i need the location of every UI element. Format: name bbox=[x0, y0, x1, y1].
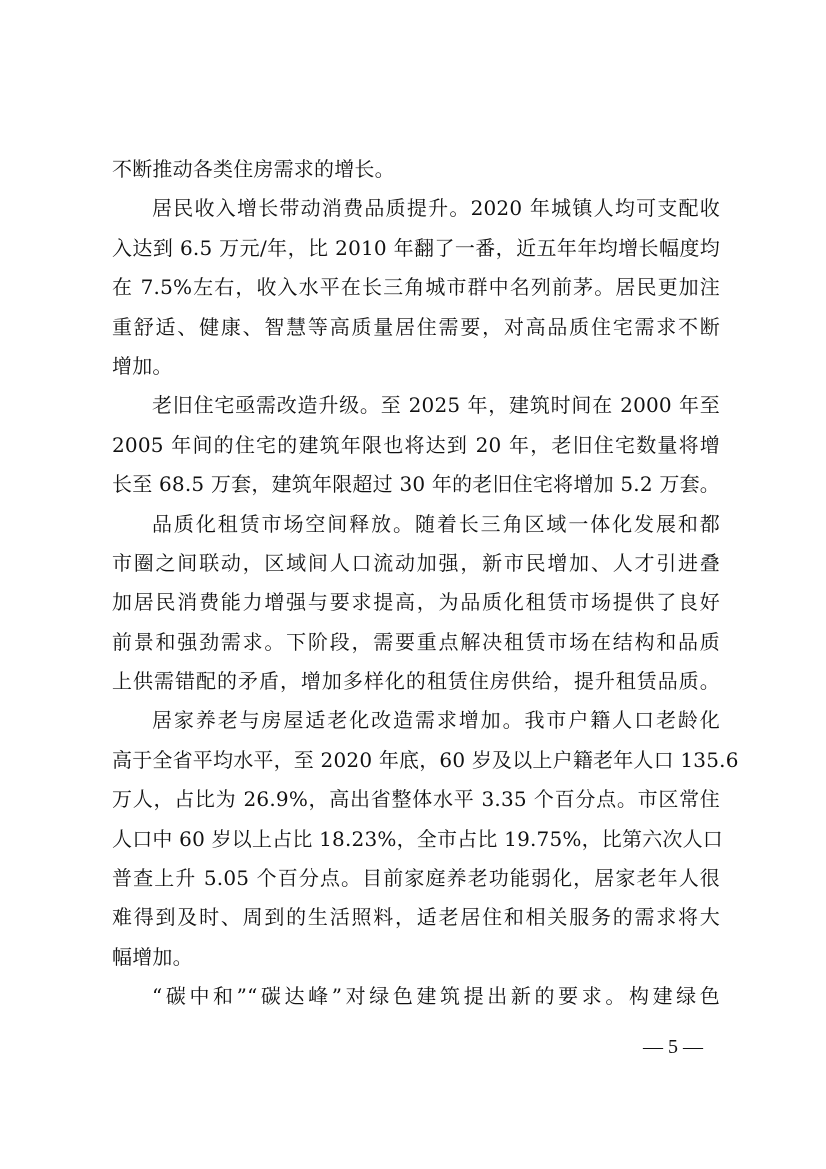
text-line: 前景和强劲需求。下阶段，需要重点解决租赁市场在结构和品质 bbox=[112, 629, 720, 654]
text-line: 市圈之间联动，区域间人口流动加强，新市民增加、人才引进叠 bbox=[112, 550, 720, 575]
page-number: — 5 — bbox=[643, 1036, 703, 1058]
text-line: 2005 年间的住宅的建筑年限也将达到 20 年，老旧住宅数量将增 bbox=[112, 432, 720, 457]
text-line: 增加。 bbox=[112, 353, 173, 378]
text-line: 幅增加。 bbox=[112, 944, 193, 969]
text-line: 入达到 6.5 万元/年，比 2010 年翻了一番，近五年年均增长幅度均 bbox=[112, 235, 720, 260]
text-line: 重舒适、健康、智慧等高质量居住需要，对高品质住宅需求不断 bbox=[112, 314, 720, 339]
text-line: 不断推动各类住房需求的增长。 bbox=[112, 157, 395, 181]
text-line: 在 7.5%左右，收入水平在长三角城市群中名列前茅。居民更加注 bbox=[112, 275, 720, 300]
text-line: 老旧住宅亟需改造升级。至 2025 年，建筑时间在 2000 年至 bbox=[152, 393, 720, 418]
text-line: 难得到及时、周到的生活照料，适老居住和相关服务的需求将大 bbox=[112, 905, 720, 930]
text-line: 长至 68.5 万套，建筑年限超过 30 年的老旧住宅将增加 5.2 万套。 bbox=[112, 472, 720, 497]
text-line: 上供需错配的矛盾，增加多样化的租赁住房供给，提升租赁品质。 bbox=[112, 669, 720, 694]
text-line: 万人，占比为 26.9%，高出省整体水平 3.35 个百分点。市区常住 bbox=[112, 787, 720, 812]
text-line: 加居民消费能力增强与要求提高，为品质化租赁市场提供了良好 bbox=[112, 590, 720, 615]
text-line: 普查上升 5.05 个百分点。目前家庭养老功能弱化，居家老年人很 bbox=[112, 866, 720, 891]
body-text bbox=[112, 150, 739, 1017]
text-line: 居民收入增长带动消费品质提升。2020 年城镇人均可支配收 bbox=[152, 196, 720, 221]
text-line: 居家养老与房屋适老化改造需求增加。我市户籍人口老龄化 bbox=[152, 708, 720, 733]
text-line: “碳中和”“碳达峰”对绿色建筑提出新的要求。构建绿色 bbox=[152, 984, 720, 1009]
text-line: 高于全省平均水平，至 2020 年底，60 岁及以上户籍老年人口 135.6 bbox=[112, 747, 739, 772]
text-line: 人口中 60 岁以上占比 18.23%，全市占比 19.75%，比第六次人口 bbox=[112, 826, 723, 851]
text-line: 品质化租赁市场空间释放。随着长三角区域一体化发展和都 bbox=[152, 511, 720, 536]
